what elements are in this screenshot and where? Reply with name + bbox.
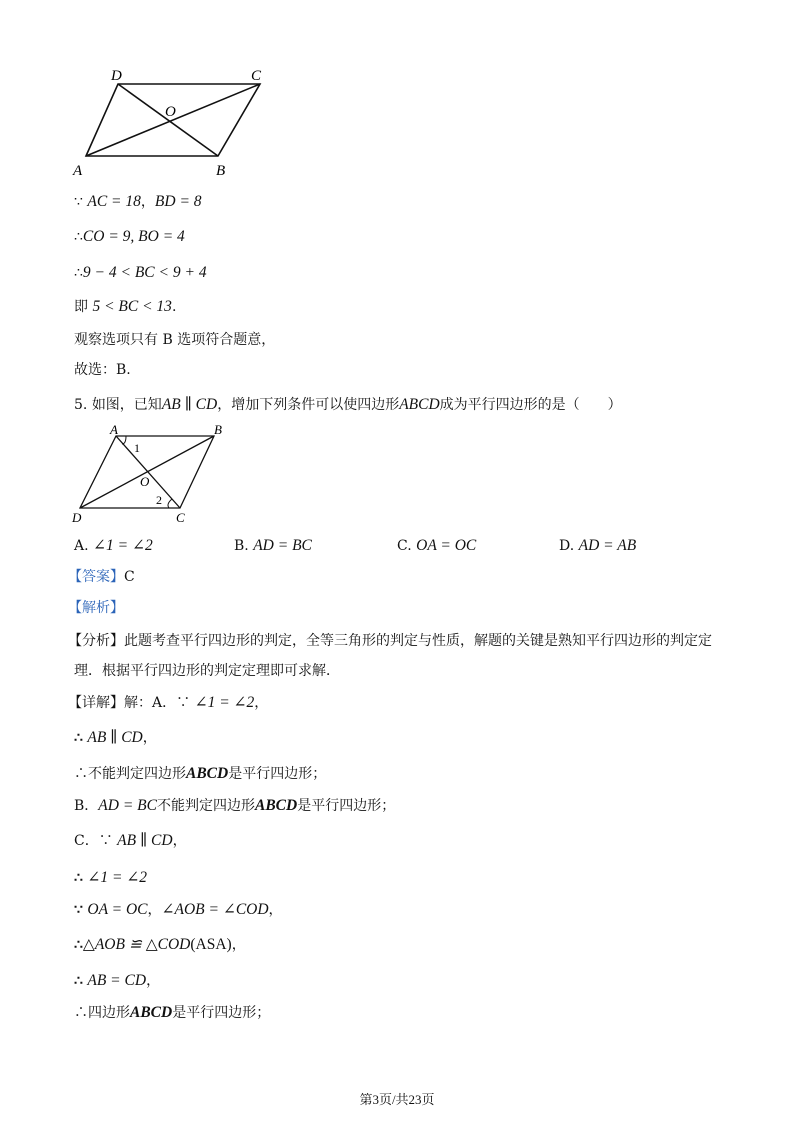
detail-line-10: ∴四边形ABCD是平行四边形； xyxy=(74,1004,271,1021)
detail-line-7: ∵ OA = OC，∠AOB = ∠COD， xyxy=(74,901,283,918)
solution-line-5: 观察选项只有 B 选项符合题意， xyxy=(74,332,276,348)
detail-line-6: ∴ ∠1 = ∠2 xyxy=(74,869,148,886)
solution-line-3: ∴9 − 4 < BC < 9 + 4 xyxy=(74,264,207,281)
parallelogram-figure-1 xyxy=(70,62,280,182)
detail-line-5: C．∵ AB ∥ CD， xyxy=(74,832,187,849)
detail-line-2: ∴ AB ∥ CD， xyxy=(74,729,157,746)
option-b: B. AD = BC xyxy=(234,537,312,554)
option-d: D. AD = AB xyxy=(559,537,637,554)
fig1-label-b: B xyxy=(216,163,226,179)
detail-line-4: B．AD = BC不能判定四边形ABCD是平行四边形； xyxy=(74,797,396,814)
fig2-label-o: O xyxy=(140,474,150,489)
page-footer: 第3页/共23页 xyxy=(359,1092,435,1107)
solution-line-4: 即 5 < BC < 13. xyxy=(74,298,177,315)
fig2-label-a: A xyxy=(110,424,118,437)
fig1-label-c: C xyxy=(251,68,262,84)
fig1-label-a: A xyxy=(73,163,83,179)
fig1-label-o: O xyxy=(165,104,176,120)
analysis-line-2: 理．根据平行四边形的判定定理即可求解． xyxy=(74,663,340,679)
detail-line-9: ∴ AB = CD， xyxy=(74,972,161,989)
solution-line-6: 故选：B. xyxy=(74,362,131,378)
option-c: C. OA = OC xyxy=(397,537,477,554)
detail-line-3: ∴不能判定四边形ABCD是平行四边形； xyxy=(74,765,327,782)
analysis-line-1: 【分析】此题考查平行四边形的判定，全等三角形的判定与性质，解题的关键是熟知平行四边形的判定定 xyxy=(68,633,712,649)
solution-line-2: ∴CO = 9, BO = 4 xyxy=(74,228,185,245)
fig2-label-angle1: 1 xyxy=(134,441,140,455)
solution-line-1: ∵ AC = 18，BD = 8 xyxy=(74,193,202,210)
detail-line-1: 【详解】解：A．∵ ∠1 = ∠2， xyxy=(68,694,269,711)
parallelogram-figure-2 xyxy=(68,424,238,529)
detail-line-8: ∴△AOB ≌ △COD(ASA)， xyxy=(74,936,246,953)
analysis-header: 【解析】 xyxy=(68,600,124,616)
answer-line: 【答案】C xyxy=(68,569,135,585)
fig2-label-d: D xyxy=(72,510,82,525)
fig2-label-c: C xyxy=(176,510,185,525)
option-a: A. ∠1 = ∠2 xyxy=(74,537,153,554)
fig1-label-d: D xyxy=(111,68,122,84)
fig2-label-b: B xyxy=(214,424,222,437)
question-5-stem: 5. 如图，已知AB ∥ CD，增加下列条件可以使四边形ABCD成为平行四边形的是（ ） xyxy=(74,396,622,413)
fig2-label-angle2: 2 xyxy=(156,493,162,507)
